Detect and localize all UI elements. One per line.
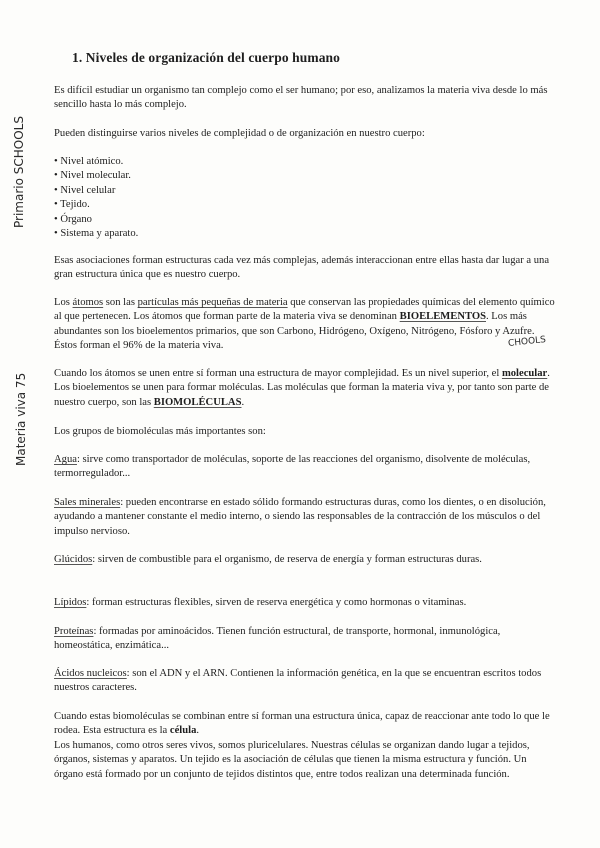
level-item: • Nivel molecular. [54, 170, 131, 182]
biomolecule-glucidos: Glúcidos: sirven de combustible para el organismo, de reserva de energía y forman estructuras duras. [54, 554, 482, 565]
biomolecule-sales: Sales minerales: pueden encontrarse en estado sólido formando estructuras duras, como los dientes, o en disolución, ayudando a mantener constante el medio interno, o siendo las responsables de la contracción de los músculos o del impulso nervioso. [54, 497, 546, 537]
groups-intro: Los grupos de biomoléculas más importantes son: [54, 426, 266, 437]
keyword-biomoleculas: BIOMOLÉCULAS [153, 396, 242, 408]
intro-paragraph: Es difícil estudiar un organismo tan complejo como el ser humano; por eso, analizamos la materia viva desde lo más sencillo hasta lo más complejo. [54, 85, 548, 111]
associations-paragraph: Esas asociaciones forman estructuras cada vez más complejas, además interaccionan entre ellas hasta dar lugar a una gran estructura única que es nuestro cuerpo. [54, 255, 550, 281]
cell-paragraph: Cuando estas biomoléculas se combinan entre sí forman una estructura única, capaz de reaccionar ante todo lo que le rodea. Esta estructura es la célula. Los humanos, como otros seres vivos, somos pluricelulares. Nuestras células se organizan dando lugar a tejidos, órganos, sistemas y aparatos. Un tejido es la asociación de células que tienen la misma estructura y función. Un órgano está formado por un conjunto de tejidos distintos que, entre todos realizan una determinada función. [54, 711, 550, 780]
biomolecule-agua: Agua: sirve como transportador de moléculas, soporte de las reacciones del organismo, disolvente de moléculas, termorregulador... [54, 454, 531, 480]
level-item: • Sistema y aparato. [54, 228, 139, 240]
biomolecule-name: Proteínas [54, 626, 94, 637]
page-title: 1. Niveles de organización del cuerpo humano [72, 50, 341, 65]
keyword-bioelementos: BIOELEMENTOS [399, 311, 486, 323]
biomolecule-acidos: Ácidos nucleicos: son el ADN y el ARN. Contienen la información genética, en la que se encuentran escritos todos nuestros caracteres. [54, 668, 542, 694]
margin-handwriting-right: CHOOLS [507, 335, 547, 349]
molecules-paragraph: Cuando los átomos se unen entre sí forman una estructura de mayor complejidad. Es un nivel superior, el molecular. Los bioelementos se unen para formar moléculas. Las moléculas que forman la materia viva y, por tanto son parte de nuestro cuerpo, son las BIOMOLÉCULAS. [54, 368, 550, 408]
level-item: • Nivel celular [54, 184, 116, 196]
levels-intro: Pueden distinguirse varios niveles de complejidad o de organización en nuestro cuerpo: [54, 128, 425, 139]
biomolecule-lipidos: Lípidos: forman estructuras flexibles, sirven de reserva energética y como hormonas o vitaminas. [54, 597, 467, 608]
atoms-paragraph: Los átomos son las partículas más pequeñas de materia que conservan las propiedades químicas del elemento químico al que pertenecen. Los átomos que forman parte de la materia viva se denominan BIOELEMENTOS. Los más abundantes son los bioelementos primarios, que son Carbono, Hidrógeno, Oxígeno, Nitrógeno, Fósforo y Azufre. Éstos forman el 96% de la materia viva. [54, 297, 555, 352]
biomolecule-proteinas: Proteínas: formadas por aminoácidos. Tienen función estructural, de transporte, hormonal, inmunológica, homeostática, enzimática... [54, 626, 501, 652]
keyword-particulas: partículas más pequeñas de materia [137, 297, 288, 308]
biomolecule-name: Ácidos nucleicos [54, 668, 127, 679]
keyword-atomos: átomos [72, 297, 104, 308]
keyword-celula: célula [169, 725, 197, 737]
level-item: • Órgano [54, 213, 92, 225]
margin-handwriting-top: Primario SCHOOLS [12, 116, 26, 228]
biomolecule-name: Sales minerales [54, 497, 121, 508]
biomolecule-name: Agua [54, 454, 77, 465]
biomolecule-name: Lípidos [54, 597, 87, 608]
keyword-molecular: molecular [501, 368, 548, 379]
biomolecule-name: Glúcidos [54, 554, 93, 565]
levels-list [54, 155, 556, 241]
level-item: • Tejido. [54, 199, 90, 211]
level-item: • Nivel atómico. [54, 156, 124, 167]
margin-handwriting-middle: Materia viva 75 [14, 372, 28, 466]
